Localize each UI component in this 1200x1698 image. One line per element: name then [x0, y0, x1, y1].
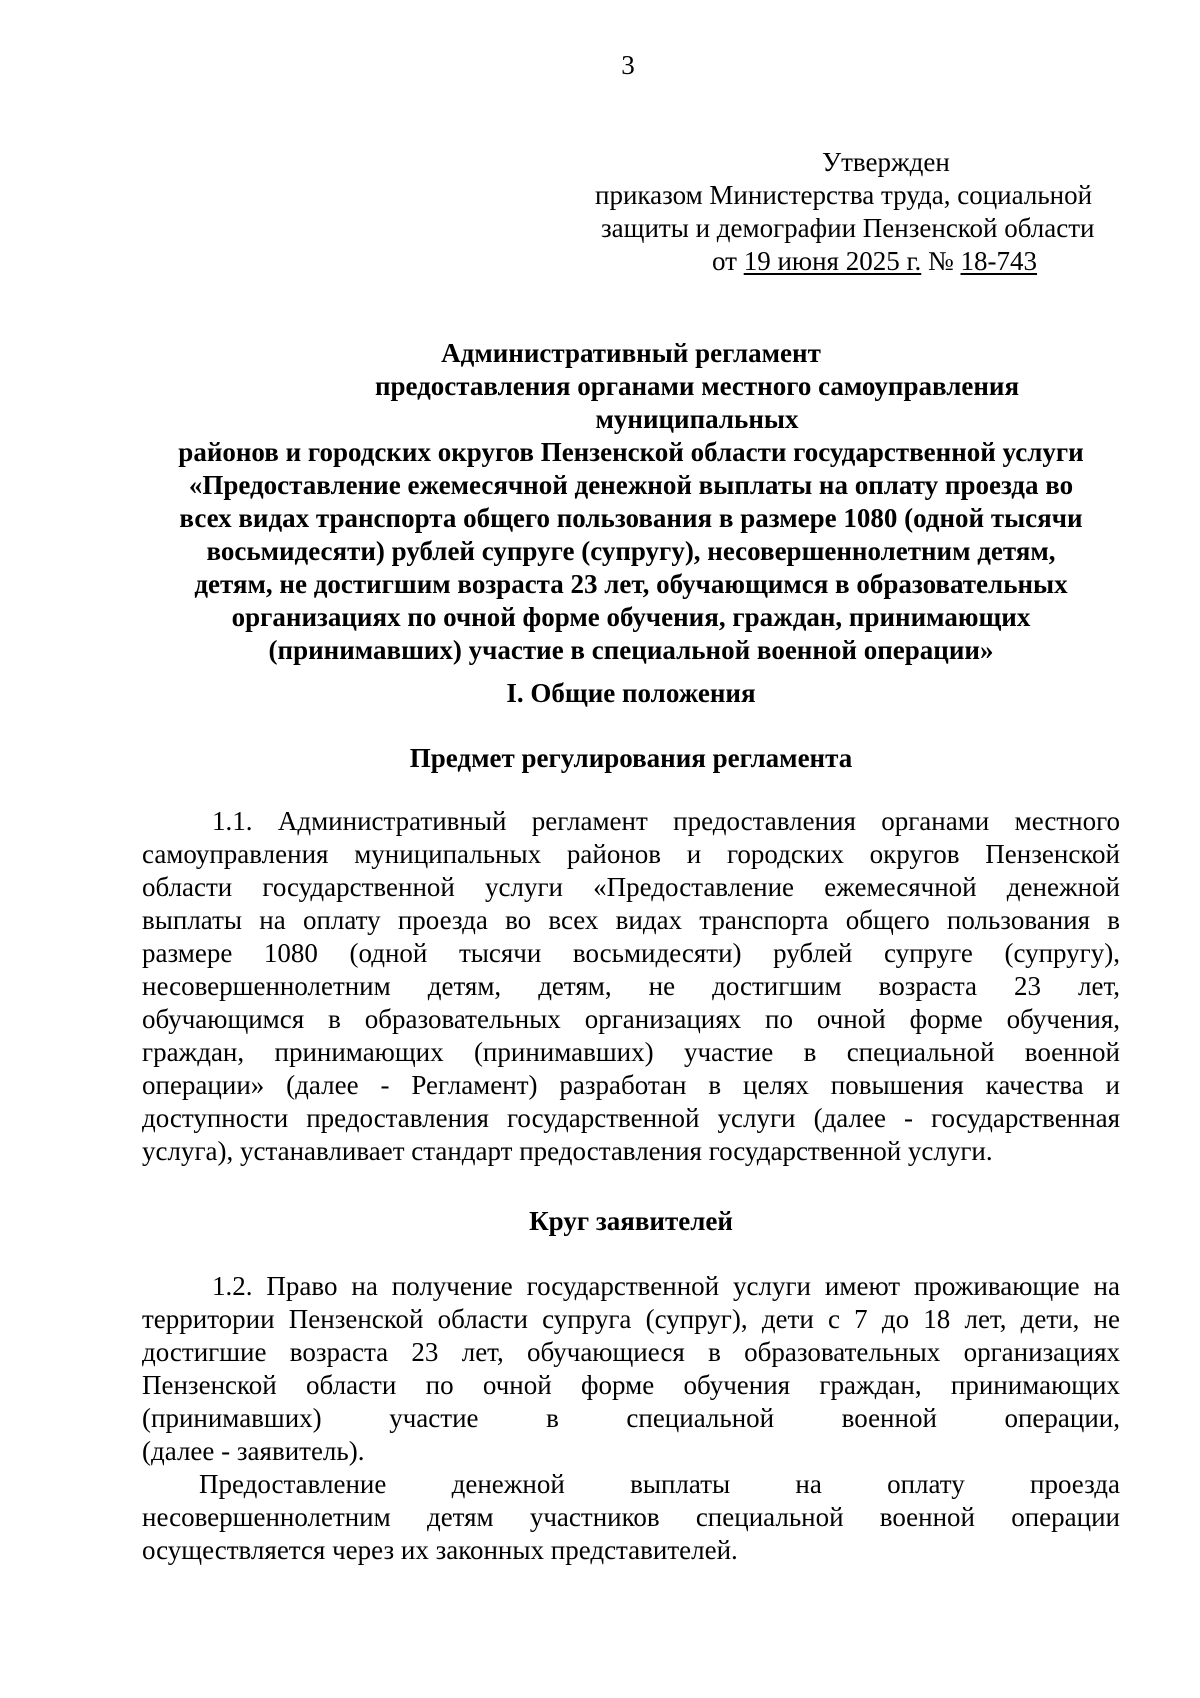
- approval-line-order: приказом Министерства труда, социальной: [595, 180, 1093, 210]
- paragraph-line: операции» (далее - Регламент) разработан в целях повышения качества и: [142, 1070, 1120, 1100]
- paragraph-line: 1.1. Административный регламент предоставления органами местного: [212, 806, 1120, 836]
- title-line: (принимавших) участие в специальной военной операции»: [268, 635, 994, 665]
- title-line: Административный регламент: [441, 338, 821, 368]
- approval-stamp: [595, 146, 1135, 278]
- page-number: 3: [621, 50, 635, 80]
- approval-number: 18-743: [960, 246, 1037, 276]
- paragraph-line: (далее - заявитель).: [142, 1436, 365, 1466]
- paragraph-1-2: [142, 1270, 1120, 1468]
- title-line: предоставления органами местного самоуправления муниципальных: [374, 371, 1020, 434]
- title-line: организациях по очной форме обучения, граждан, принимающих: [231, 602, 1031, 632]
- approval-number-sign: №: [921, 246, 961, 276]
- title-line: детям, не достигшим возраста 23 лет, обучающимся в образовательных: [194, 569, 1068, 599]
- paragraph-line: несовершеннолетним детям, детям, не достигшим возраста 23 лет,: [142, 971, 1120, 1001]
- paragraph-line: Пензенской области по очной форме обучения граждан, принимающих: [142, 1370, 1120, 1400]
- paragraph-line: территории Пензенской области супруга (супруг), дети с 7 до 18 лет, дети, не: [142, 1304, 1120, 1334]
- document-title: [142, 337, 1120, 667]
- approval-date: 19 июня 2025 г.: [743, 246, 922, 276]
- subsection-heading-subject: Предмет регулирования регламента: [409, 743, 853, 773]
- section-heading: I. Общие положения: [506, 678, 756, 708]
- paragraph-line: размере 1080 (одной тысячи восьмидесяти) рублей супруге (супругу),: [142, 938, 1120, 968]
- paragraph-payment-note: [142, 1468, 1120, 1567]
- paragraph-line: доступности предоставления государственной услуги (далее - государственная: [142, 1103, 1120, 1133]
- paragraph-line: несовершеннолетним детям участников специальной военной операции: [142, 1502, 1120, 1532]
- title-line: всех видах транспорта общего пользования в размере 1080 (одной тысячи: [179, 503, 1083, 533]
- approval-line-ministry: защиты и демографии Пензенской области: [601, 213, 1095, 243]
- paragraph-line: услуга), устанавливает стандарт предоставления государственной услуги.: [142, 1136, 993, 1166]
- paragraph-line: осуществляется через их законных представителей.: [142, 1535, 738, 1565]
- paragraph-line: самоуправления муниципальных районов и городских округов Пензенской: [142, 839, 1120, 869]
- paragraph-line: области государственной услуги «Предоставление ежемесячной денежной: [142, 872, 1120, 902]
- paragraph-line: (принимавших) участие в специальной военной операции,: [142, 1403, 1120, 1433]
- paragraph-line: граждан, принимающих (принимавших) участие в специальной военной: [142, 1037, 1120, 1067]
- paragraph-line: Предоставление денежной выплаты на оплату проезда: [199, 1469, 1120, 1499]
- paragraph-line: выплаты на оплату проезда во всех видах транспорта общего пользования в: [142, 905, 1120, 935]
- paragraph-line: обучающимся в образовательных организациях по очной форме обучения,: [142, 1004, 1120, 1034]
- paragraph-line: достигшие возраста 23 лет, обучающиеся в образовательных организациях: [142, 1337, 1120, 1367]
- approval-line-date-number: [595, 245, 1135, 278]
- title-line: «Предоставление ежемесячной денежной выплаты на оплату проезда во: [188, 470, 1074, 500]
- paragraph-1-1: [142, 805, 1120, 1168]
- title-line: восьмидесяти) рублей супруге (супругу), несовершеннолетним детям,: [206, 536, 1056, 566]
- approval-date-prefix: от: [712, 246, 744, 276]
- subsection-heading-applicants: Круг заявителей: [529, 1206, 733, 1236]
- title-line: районов и городских округов Пензенской области государственной услуги: [178, 437, 1084, 467]
- approval-line-approved: Утвержден: [822, 147, 950, 177]
- paragraph-line: 1.2. Право на получение государственной услуги имеют проживающие на: [212, 1271, 1120, 1301]
